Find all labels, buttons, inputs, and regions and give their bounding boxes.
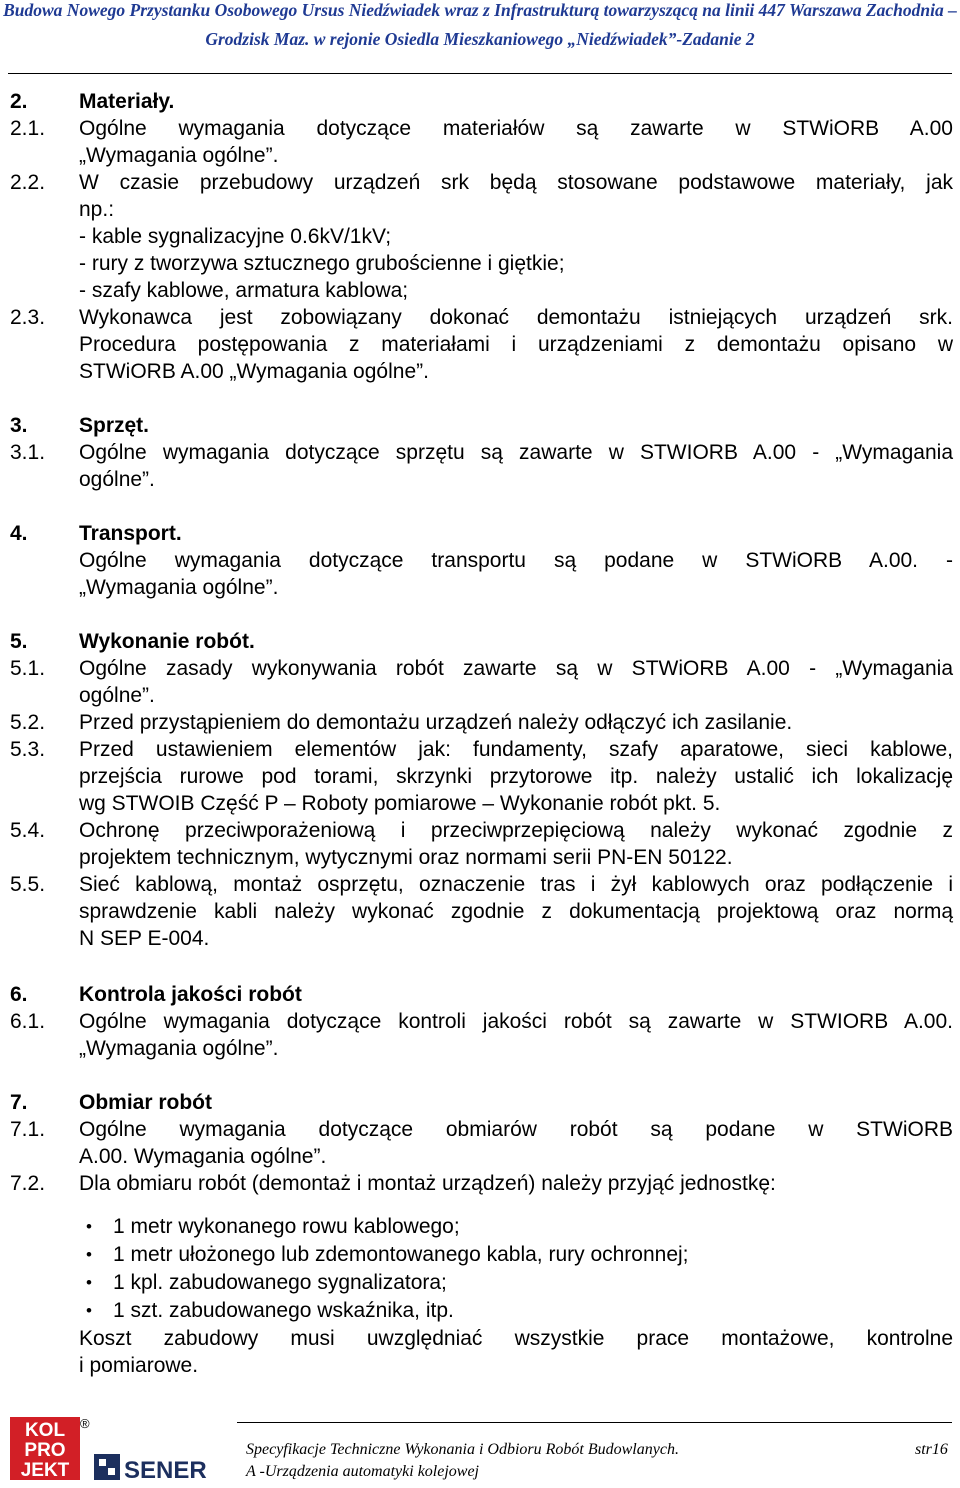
item-number: 5.1. [10, 657, 46, 680]
sener-logo [94, 1450, 218, 1482]
item-number: 2.3. [10, 306, 46, 329]
section-title: Kontrola jakości robót [79, 983, 302, 1006]
logo-kol-line3: JEKT [20, 1460, 70, 1480]
section-number: 4. [10, 522, 28, 545]
item-number: 5.5. [10, 873, 46, 896]
logo-kol-line2: PRO [24, 1440, 66, 1461]
item-text: W czasie przebudowy urządzeń srk będą stosowane podstawowe materiały, jak [79, 171, 953, 194]
item-text: A.00. Wymagania ogólne”. [79, 1145, 327, 1168]
list-item: - rury z tworzywa sztucznego grubościenne i giętkie; [79, 252, 565, 275]
item-text: projektem technicznym, wytycznymi oraz normami serii PN-EN 50122. [79, 846, 733, 869]
kolprojekt-logo [10, 1417, 80, 1480]
item-text: Procedura postępowania z materiałami i urządzeniami z demontażu opisano w [79, 333, 953, 356]
item-text: Przed przystąpieniem do demontażu urządzeń należy odłączyć ich zasilanie. [79, 711, 793, 734]
bullet-icon: • [86, 1273, 92, 1292]
item-text: np.: [79, 198, 115, 221]
item-number: 7.1. [10, 1118, 46, 1141]
header-divider [8, 73, 952, 74]
item-text: Ogólne wymagania dotyczące obmiarów robót są podane w STWiORB [79, 1118, 953, 1141]
item-number: 2.2. [10, 171, 46, 194]
item-text: Ogólne wymagania dotyczące kontroli jakości robót są zawarte w STWIORB A.00. [79, 1010, 953, 1033]
section-number: 3. [10, 414, 28, 437]
item-text: Ogólne wymagania dotyczące materiałów są zawarte w STWiORB A.00 [79, 117, 953, 140]
registered-mark: ® [80, 1416, 90, 1431]
section-title: Sprzęt. [79, 414, 150, 437]
list-item: 1 metr ułożonego lub zdemontowanego kabla, rury ochronnej; [113, 1243, 689, 1266]
item-number: 5.2. [10, 711, 46, 734]
list-item: - szafy kablowe, armatura kablowa; [79, 279, 409, 302]
item-text: Sieć kablową, montaż osprzętu, oznaczenie tras i żył kablowych oraz podłączenie i [79, 873, 953, 896]
item-text: Ogólne wymagania dotyczące sprzętu są zawarte w STWIORB A.00 - „Wymagania [79, 441, 953, 464]
logo-kol-line1: KOL [24, 1420, 66, 1441]
header-title-line2: Grodzisk Maz. w rejonie Osiedla Mieszkaniowego „Niedźwiadek”-Zadanie 2 [205, 29, 755, 49]
item-number: 5.3. [10, 738, 46, 761]
item-text: sprawdzenie kabli należy wykonać zgodnie z dokumentacją projektową oraz normą [79, 900, 953, 923]
item-text: „Wymagania ogólne”. [79, 576, 279, 599]
item-text: ogólne”. [79, 468, 155, 491]
item-text: N SEP E-004. [79, 927, 210, 950]
list-item: - kable sygnalizacyjne 0.6kV/1kV; [79, 225, 392, 248]
bullet-icon: • [86, 1217, 92, 1236]
section-title: Transport. [79, 522, 182, 545]
item-number: 2.1. [10, 117, 46, 140]
item-number: 6.1. [10, 1010, 46, 1033]
item-text: Przed ustawieniem elementów jak: fundamenty, szafy aparatowe, sieci kablowe, [79, 738, 953, 761]
header-title-line1: Budowa Nowego Przystanku Osobowego Ursus Niedźwiadek wraz z Infrastrukturą towarzyszącą na linii 447 Warszawa Zachodnia – [3, 0, 957, 20]
footer-subtitle: A -Urządzenia automatyki kolejowej [246, 1463, 479, 1480]
section-number: 2. [10, 90, 28, 113]
item-text: ogólne”. [79, 684, 155, 707]
section-number: 7. [10, 1091, 28, 1114]
footer-title: Specyfikacje Techniczne Wykonania i Odbioru Robót Budowlanych. [246, 1441, 679, 1458]
item-text: STWiORB A.00 „Wymagania ogólne”. [79, 360, 429, 383]
sener-wordmark: SENER [124, 1457, 207, 1482]
item-number: 3.1. [10, 441, 46, 464]
item-text: wg STWOIB Część P – Roboty pomiarowe – Wykonanie robót pkt. 5. [79, 792, 721, 815]
page-number: str16 [915, 1441, 948, 1458]
bullet-icon: • [86, 1301, 92, 1320]
section-number: 6. [10, 983, 28, 1006]
item-text: Ogólne zasady wykonywania robót zawarte są w STWiORB A.00 - „Wymagania [79, 657, 953, 680]
item-text: przejścia rurowe pod torami, skrzynki przytorowe itp. należy ustalić ich lokalizację [79, 765, 953, 788]
section-title: Materiały. [79, 90, 175, 113]
section-title: Obmiar robót [79, 1091, 213, 1114]
section-title: Wykonanie robót. [79, 630, 255, 653]
list-item: 1 metr wykonanego rowu kablowego; [113, 1215, 460, 1238]
list-item: 1 szt. zabudowanego wskaźnika, itp. [113, 1299, 454, 1322]
item-text: Ochronę przeciwporażeniową i przeciwprzepięciową należy wykonać zgodnie z [79, 819, 953, 842]
bullet-icon: • [86, 1245, 92, 1264]
section-number: 5. [10, 630, 28, 653]
closing-text: Koszt zabudowy musi uwzględniać wszystkie prace montażowe, kontrolne [79, 1327, 953, 1350]
item-text: „Wymagania ogólne”. [79, 1037, 279, 1060]
footer-divider [237, 1422, 952, 1423]
closing-text: i pomiarowe. [79, 1354, 199, 1377]
list-item: 1 kpl. zabudowanego sygnalizatora; [113, 1271, 447, 1294]
item-text: Wykonawca jest zobowiązany dokonać demontażu istniejących urządzeń srk. [79, 306, 953, 329]
item-number: 5.4. [10, 819, 46, 842]
item-text: Ogólne wymagania dotyczące transportu są podane w STWiORB A.00. - [79, 549, 953, 572]
item-text: „Wymagania ogólne”. [79, 144, 279, 167]
item-text: Dla obmiaru robót (demontaż i montaż urządzeń) należy przyjąć jednostkę: [79, 1172, 776, 1195]
item-number: 7.2. [10, 1172, 46, 1195]
